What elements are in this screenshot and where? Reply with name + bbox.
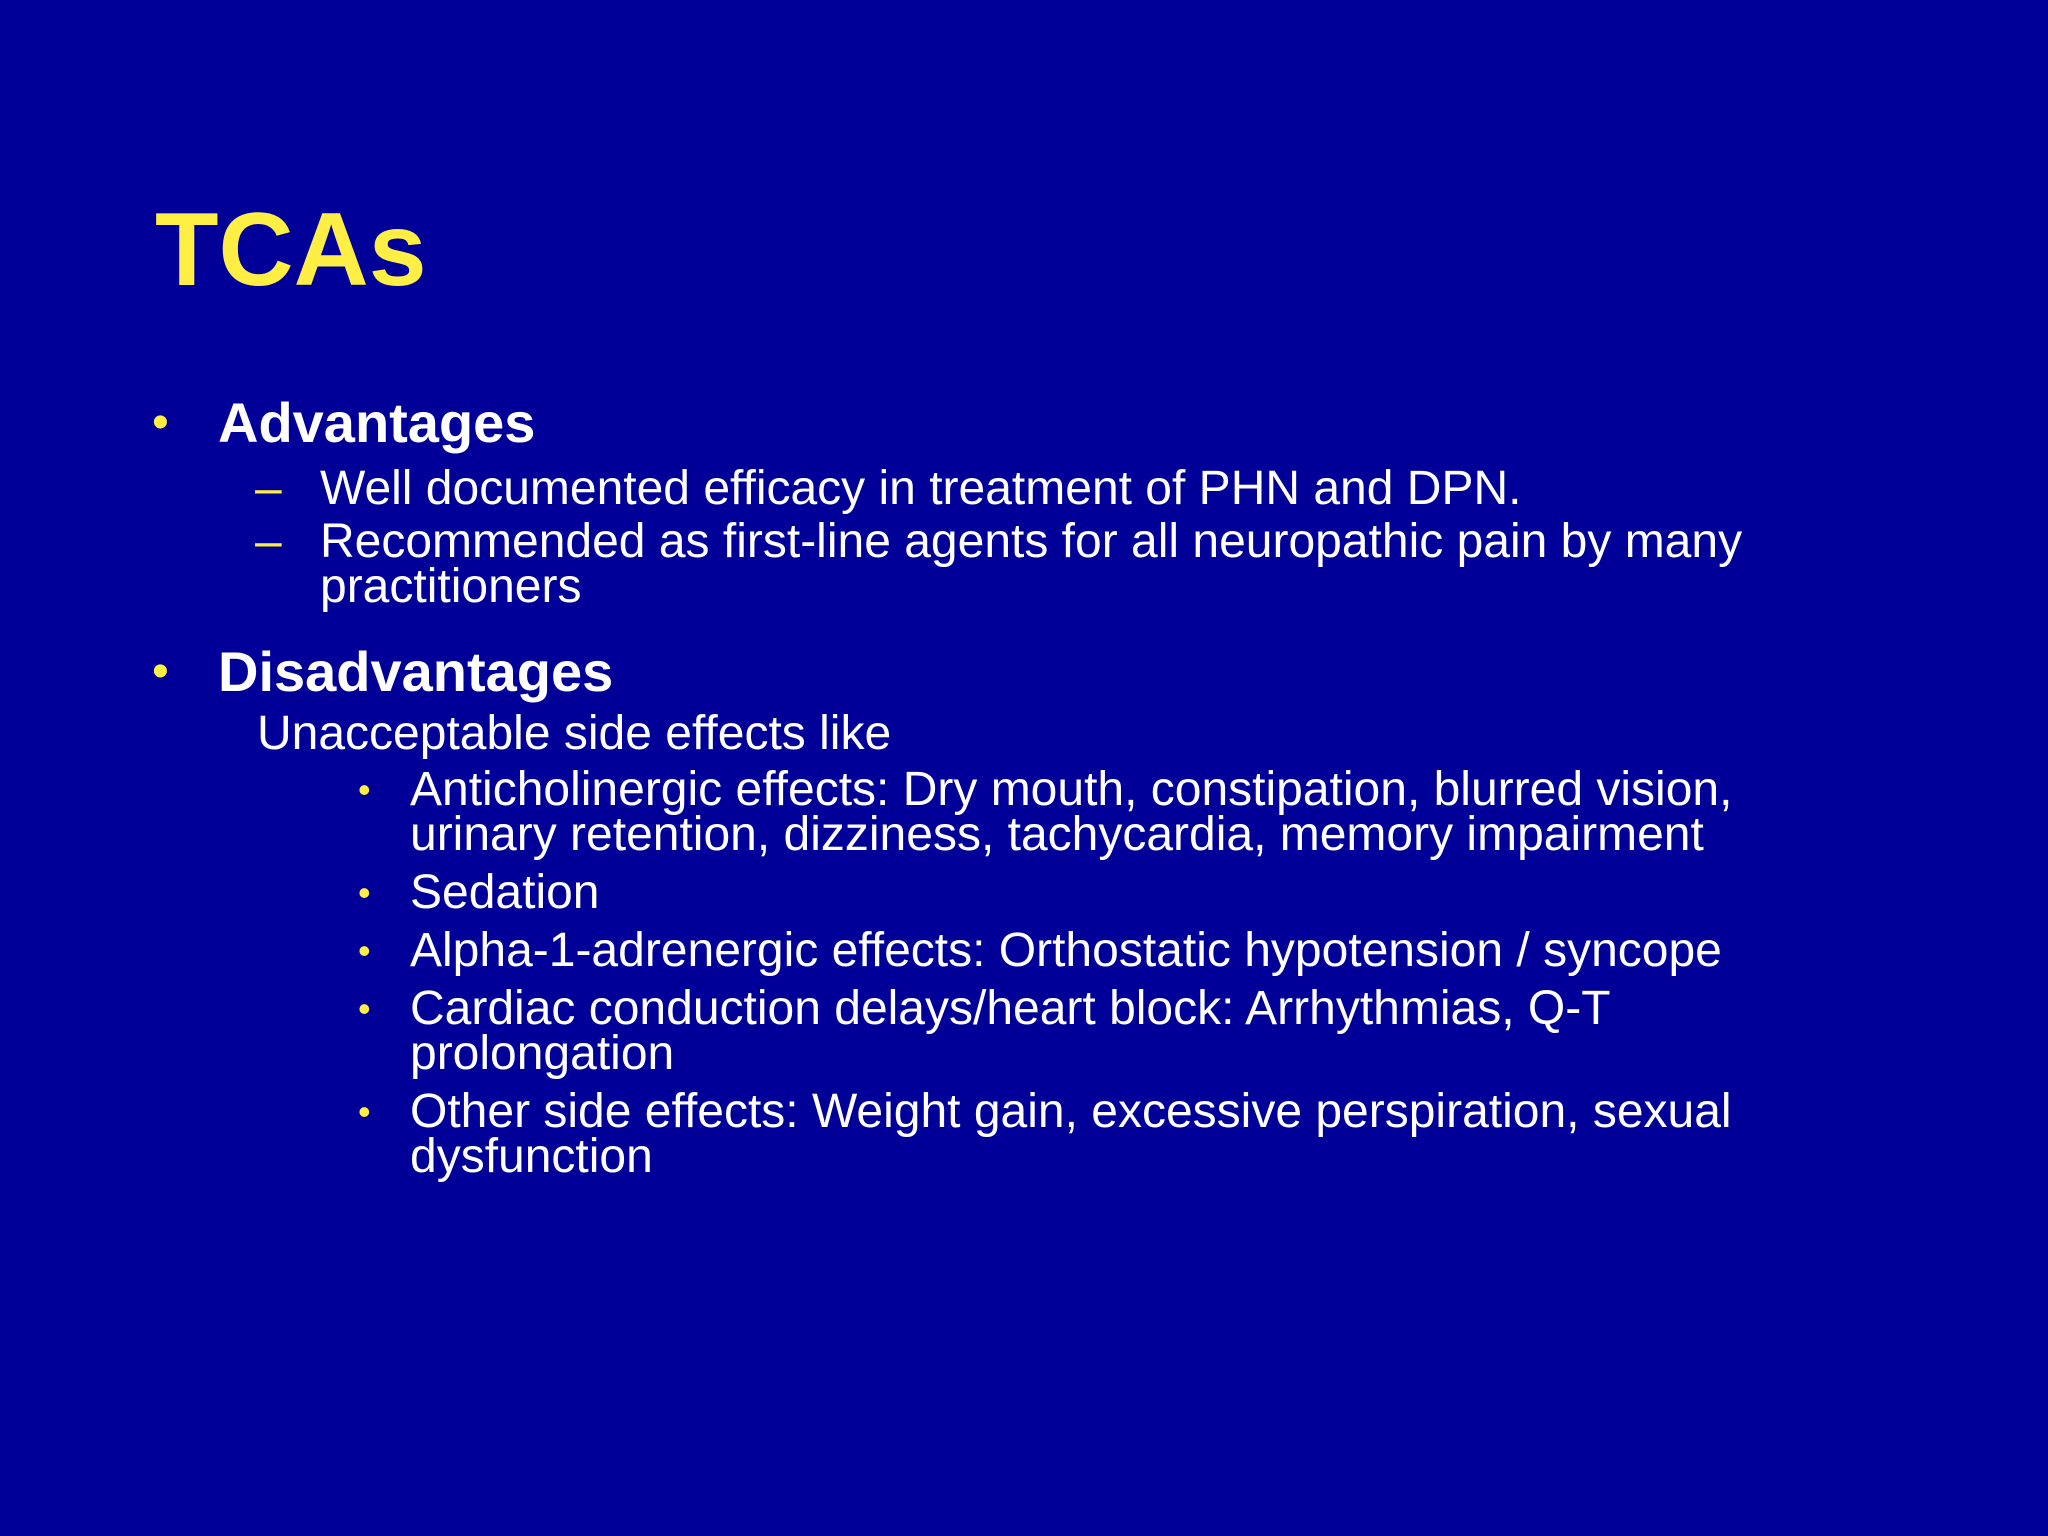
disadvantage-item-text: Other side effects: Weight gain, excessive perspiration, sexual dysfunction xyxy=(410,1085,1732,1183)
slide-content xyxy=(0,391,2048,1183)
disadvantage-item xyxy=(0,763,1860,861)
advantage-item-text: Recommended as first-line agents for all neuropathic pain by many practitioners xyxy=(320,515,1743,613)
advantages-heading xyxy=(0,392,2048,454)
dot-icon: • xyxy=(358,930,371,971)
advantages-heading-text: Advantages xyxy=(218,391,536,454)
advantage-item xyxy=(0,462,1860,515)
dot-icon: • xyxy=(358,1091,371,1132)
advantage-item-text: Well documented efficacy in treatment of PHN and DPN. xyxy=(320,462,1522,515)
advantage-item xyxy=(0,515,1860,613)
dot-icon: • xyxy=(358,769,371,810)
disadvantage-item-text: Anticholinergic effects: Dry mouth, constipation, blurred vision, urinary retention, dizziness, tachycardia, memory impairment xyxy=(410,763,1733,861)
disadvantage-item xyxy=(0,982,1860,1080)
disadvantage-item xyxy=(0,924,1860,977)
disadvantage-item-text: Cardiac conduction delays/heart block: Arrhythmias, Q-T prolongation xyxy=(410,982,1610,1080)
dash-icon: – xyxy=(255,462,282,515)
dash-icon: – xyxy=(255,515,282,568)
disadvantage-item xyxy=(0,866,1860,919)
disadvantages-heading-text: Disadvantages xyxy=(218,640,614,703)
disadvantages-intro: Unacceptable side effects like xyxy=(257,707,892,760)
slide-title: TCAs xyxy=(155,192,427,308)
disadvantage-item-text: Alpha-1-adrenergic effects: Orthostatic hypotension / syncope xyxy=(410,924,1722,977)
bullet-icon: • xyxy=(152,396,169,449)
dot-icon: • xyxy=(358,988,371,1029)
disadvantage-item xyxy=(0,1085,1860,1183)
dot-icon: • xyxy=(358,872,371,913)
disadvantages-heading xyxy=(0,641,2048,703)
disadvantage-item-text: Sedation xyxy=(410,866,600,919)
bullet-icon: • xyxy=(152,645,169,698)
